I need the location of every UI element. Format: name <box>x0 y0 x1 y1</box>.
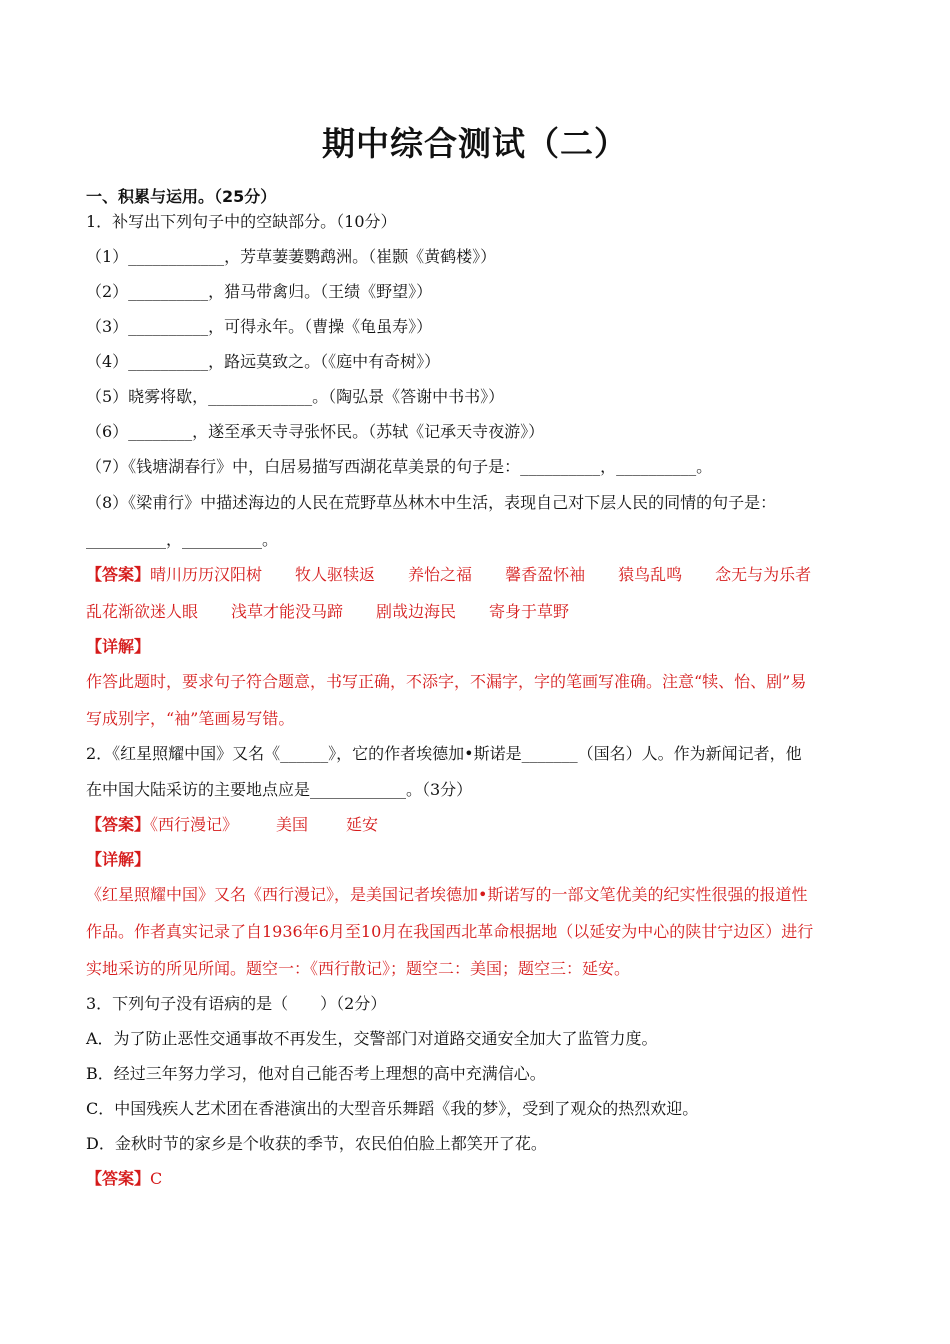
answer-item: 寄身于草野 <box>489 602 570 621</box>
q1-item-4: （4）__________，路远莫致之。（《庭中有奇树》） <box>86 352 441 371</box>
q1-item-2: （2）__________，猎马带禽归。（王绩《野望》） <box>86 282 433 301</box>
answer-item: C <box>150 1169 163 1188</box>
answer-item: 延安 <box>346 815 379 834</box>
question-2-line-2: 在中国大陆采访的主要地点应是____________。（3分） <box>86 780 473 799</box>
q3-option-d: D．金秋时节的家乡是个收获的季节，农民伯伯脸上都笑开了花。 <box>86 1134 547 1153</box>
q1-item-5: （5）晓雾将歇，_____________。（陶弘景《答谢中书书》） <box>86 387 505 406</box>
q1-item-1: （1）____________，芳草萋萋鹦鹉洲。（崔颢《黄鹤楼》） <box>86 247 497 266</box>
answer-item: 养怡之福 <box>408 565 473 584</box>
q1-answer-row-2 <box>86 602 864 622</box>
q3-option-a: A．为了防止恶性交通事故不再发生，交警部门对道路交通安全加大了监管力度。 <box>86 1029 658 1048</box>
q1-item-8: （8）《梁甫行》中描述海边的人民在荒野草丛林木中生活，表现自己对下层人民的同情的句子是： <box>86 493 777 512</box>
answer-item: 乱花渐欲迷人眼 <box>86 602 199 621</box>
question-2-line-1: 2．《红星照耀中国》又名《______》，它的作者埃德加•斯诺是_______（国名）人。作为新闻记者，他 <box>86 744 802 763</box>
answer-item: 馨香盈怀袖 <box>505 565 586 584</box>
answer-item: 《西行漫记》 <box>150 815 239 834</box>
answer-item: 美国 <box>276 815 309 834</box>
answer-item: 念无与为乐者 <box>715 565 812 584</box>
question-1-stem: 1．补写出下列句子中的空缺部分。（10分） <box>86 212 397 231</box>
q1-item-6: （6）________，遂至承天寺寻张怀民。（苏轼《记承天寺夜游》） <box>86 422 545 441</box>
q2-detail-label: 【详解】 <box>86 850 151 869</box>
page-title: 期中综合测试（二） <box>322 124 628 163</box>
q3-answer-row <box>86 1169 864 1189</box>
q2-detail-line-3: 实地采访的所见所闻。题空一：《西行散记》；题空二：美国；题空三：延安。 <box>86 959 631 978</box>
q2-detail-line-1: 《红星照耀中国》又名《西行漫记》，是美国记者埃德加•斯诺写的一部文笔优美的纪实性很强的报道性 <box>86 885 808 904</box>
q2-detail-line-2: 作品。作者真实记录了自1936年6月至10月在我国西北革命根据地（以延安为中心的陕甘宁边区）进行 <box>86 922 814 941</box>
q3-option-c: C．中国残疾人艺术团在香港演出的大型音乐舞蹈《我的梦》，受到了观众的热烈欢迎。 <box>86 1099 699 1118</box>
question-3-stem: 3．下列句子没有语病的是（ ）（2分） <box>86 994 387 1013</box>
answer-label: 【答案】 <box>86 1169 151 1188</box>
answer-item: 猿鸟乱鸣 <box>618 565 683 584</box>
q1-answer-row-1 <box>86 565 864 585</box>
q2-answer-row <box>86 815 864 835</box>
q1-detail-line-2: 写成别字，“袖”笔画易写错。 <box>86 709 295 728</box>
q1-item-3: （3）__________，可得永年。（曹操《龟虽寿》） <box>86 317 433 336</box>
answer-item: 牧人驱犊返 <box>295 565 376 584</box>
q1-item-8-blanks: __________，__________。 <box>86 530 279 549</box>
q1-detail-line-1: 作答此题时，要求句子符合题意，书写正确，不添字，不漏字，字的笔画写准确。注意“犊、怡、剧”易 <box>86 672 807 691</box>
answer-label: 【答案】 <box>86 815 151 834</box>
answer-item: 剧哉边海民 <box>376 602 457 621</box>
answer-label: 【答案】 <box>86 565 151 584</box>
section-heading: 一、积累与运用。（25分） <box>86 187 277 206</box>
q3-option-b: B．经过三年努力学习，他对自己能否考上理想的高中充满信心。 <box>86 1064 546 1083</box>
q1-item-7: （7）《钱塘湖春行》中，白居易描写西湖花草美景的句子是：__________，__________。 <box>86 457 713 476</box>
answer-item: 晴川历历汉阳树 <box>150 565 263 584</box>
answer-item: 浅草才能没马蹄 <box>231 602 344 621</box>
q1-detail-label: 【详解】 <box>86 637 151 656</box>
